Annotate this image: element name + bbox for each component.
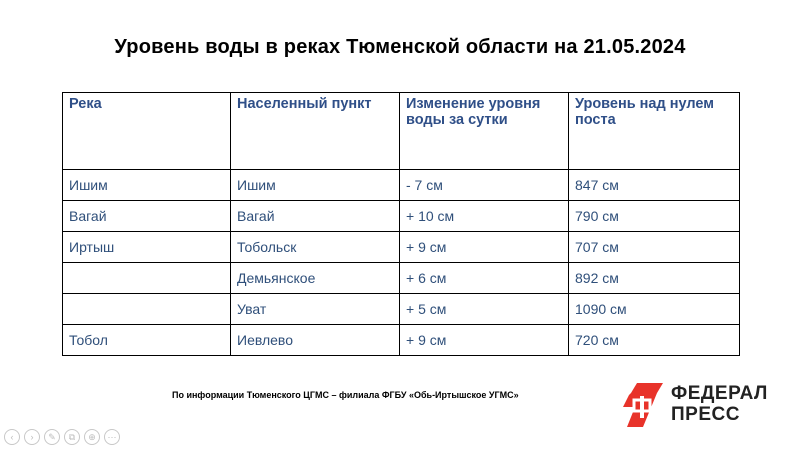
cell-river bbox=[63, 263, 231, 294]
copy-icon[interactable]: ⧉ bbox=[64, 429, 80, 445]
cell-change: + 9 см bbox=[400, 232, 569, 263]
table-row bbox=[63, 294, 740, 325]
slide-controls bbox=[4, 429, 120, 447]
cell-settlement: Демьянское bbox=[231, 263, 400, 294]
table-row bbox=[63, 170, 740, 201]
prev-icon[interactable]: ‹ bbox=[4, 429, 20, 445]
table-header-row bbox=[63, 93, 740, 170]
next-icon[interactable]: › bbox=[24, 429, 40, 445]
cell-level: 1090 см bbox=[569, 294, 740, 325]
cell-change: + 6 см bbox=[400, 263, 569, 294]
logo-line-1: ФЕДЕРАЛ bbox=[671, 383, 768, 404]
source-note: По информации Тюменского ЦГМС – филиала ФГБУ «Обь-Иртышское УГМС» bbox=[172, 390, 519, 400]
logo-line-2: ПРЕСС bbox=[671, 404, 740, 425]
table-row bbox=[63, 232, 740, 263]
federal-press-logo-icon bbox=[623, 381, 667, 429]
cell-level: 707 см bbox=[569, 232, 740, 263]
header-settlement: Населенный пункт bbox=[231, 93, 400, 170]
table-row bbox=[63, 263, 740, 294]
cell-settlement: Вагай bbox=[231, 201, 400, 232]
cell-change: + 5 см bbox=[400, 294, 569, 325]
header-level: Уровень над нулем поста bbox=[569, 93, 740, 170]
cell-change: + 9 см bbox=[400, 325, 569, 356]
cell-settlement: Уват bbox=[231, 294, 400, 325]
water-level-table bbox=[62, 92, 740, 356]
cell-level: 790 см bbox=[569, 201, 740, 232]
cell-settlement: Иевлево bbox=[231, 325, 400, 356]
cell-settlement: Тобольск bbox=[231, 232, 400, 263]
table-row bbox=[63, 325, 740, 356]
zoom-icon[interactable]: ⊕ bbox=[84, 429, 100, 445]
federal-press-logo bbox=[623, 381, 793, 431]
cell-level: 847 см bbox=[569, 170, 740, 201]
slide-title: Уровень воды в реках Тюменской области на 21.05.2024 bbox=[114, 36, 686, 58]
header-daily-change: Изменение уровня воды за сутки bbox=[400, 93, 569, 170]
cell-settlement: Ишим bbox=[231, 170, 400, 201]
cell-river bbox=[63, 294, 231, 325]
cell-river: Ишим bbox=[63, 170, 231, 201]
more-icon[interactable]: ⋯ bbox=[104, 429, 120, 445]
cell-level: 720 см bbox=[569, 325, 740, 356]
edit-icon[interactable]: ✎ bbox=[44, 429, 60, 445]
cell-level: 892 см bbox=[569, 263, 740, 294]
cell-river: Иртыш bbox=[63, 232, 231, 263]
cell-change: - 7 см bbox=[400, 170, 569, 201]
cell-change: + 10 см bbox=[400, 201, 569, 232]
cell-river: Вагай bbox=[63, 201, 231, 232]
table-row bbox=[63, 201, 740, 232]
cell-river: Тобол bbox=[63, 325, 231, 356]
header-river: Река bbox=[63, 93, 231, 170]
